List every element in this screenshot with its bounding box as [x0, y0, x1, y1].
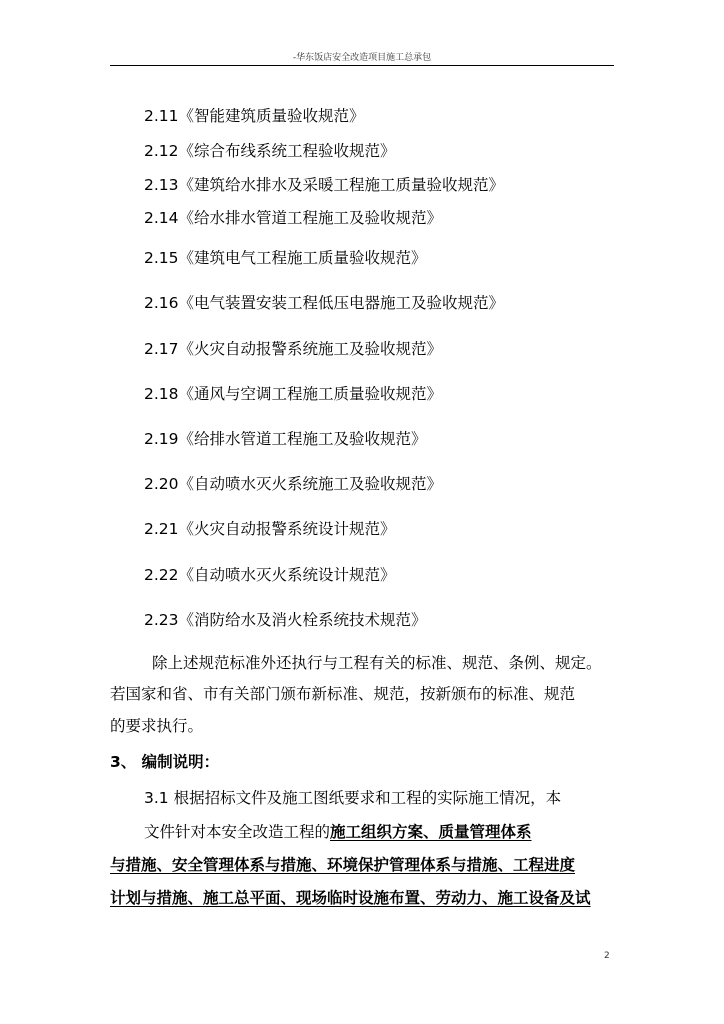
section-heading: 3、 编制说明：: [110, 753, 220, 771]
standard-item: 2.23《消防给水及消火栓系统技术规范》: [144, 611, 427, 629]
standard-item: 2.21《火灾自动报警系统设计规范》: [144, 520, 396, 538]
running-header: -华东饭店安全改造项目施工总承包: [292, 53, 432, 63]
standard-item: 2.11《智能建筑质量验收规范》: [144, 107, 365, 125]
underlined-bold-line: 与措施、安全管理体系与措施、环境保护管理体系与措施、工程进度: [110, 856, 576, 874]
paragraph-line: [144, 822, 532, 842]
standard-item: 2.22《自动喷水灭火系统设计规范》: [144, 566, 396, 584]
paragraph-line: 的要求执行。: [110, 717, 204, 735]
standard-item: 2.19《给排水管道工程施工及验收规范》: [144, 430, 427, 448]
underlined-bold-line: 计划与措施、施工总平面、现场临时设施布置、劳动力、施工设备及试: [110, 889, 591, 907]
standard-item: 2.16《电气装置安装工程低压电器施工及验收规范》: [144, 294, 505, 312]
paragraph-line: 若国家和省、市有关部门颁布新标准、规范，按新颁布的标准、规范: [110, 685, 576, 703]
plain-text: 文件针对本安全改造工程的: [144, 823, 331, 841]
standard-item: 2.18《通风与空调工程施工质量验收规范》: [144, 385, 443, 403]
paragraph-line: 除上述规范标准外还执行与工程有关的标准、规范、条例、规定。: [152, 654, 602, 672]
standard-item: 2.12《综合布线系统工程验收规范》: [144, 142, 396, 160]
standard-item: 2.15《建筑电气工程施工质量验收规范》: [144, 249, 427, 267]
standard-item: 2.13《建筑给水排水及采暖工程施工质量验收规范》: [144, 176, 505, 194]
underlined-bold-text: 施工组织方案、质量管理体系: [330, 823, 532, 841]
paragraph-line: 3.1 根据招标文件及施工图纸要求和工程的实际施工情况，本: [144, 789, 562, 807]
page-number: 2: [604, 951, 610, 961]
standard-item: 2.20《自动喷水灭火系统施工及验收规范》: [144, 475, 443, 493]
header-divider: [110, 65, 614, 66]
standard-item: 2.14《给水排水管道工程施工及验收规范》: [144, 209, 443, 227]
standard-item: 2.17《火灾自动报警系统施工及验收规范》: [144, 340, 443, 358]
